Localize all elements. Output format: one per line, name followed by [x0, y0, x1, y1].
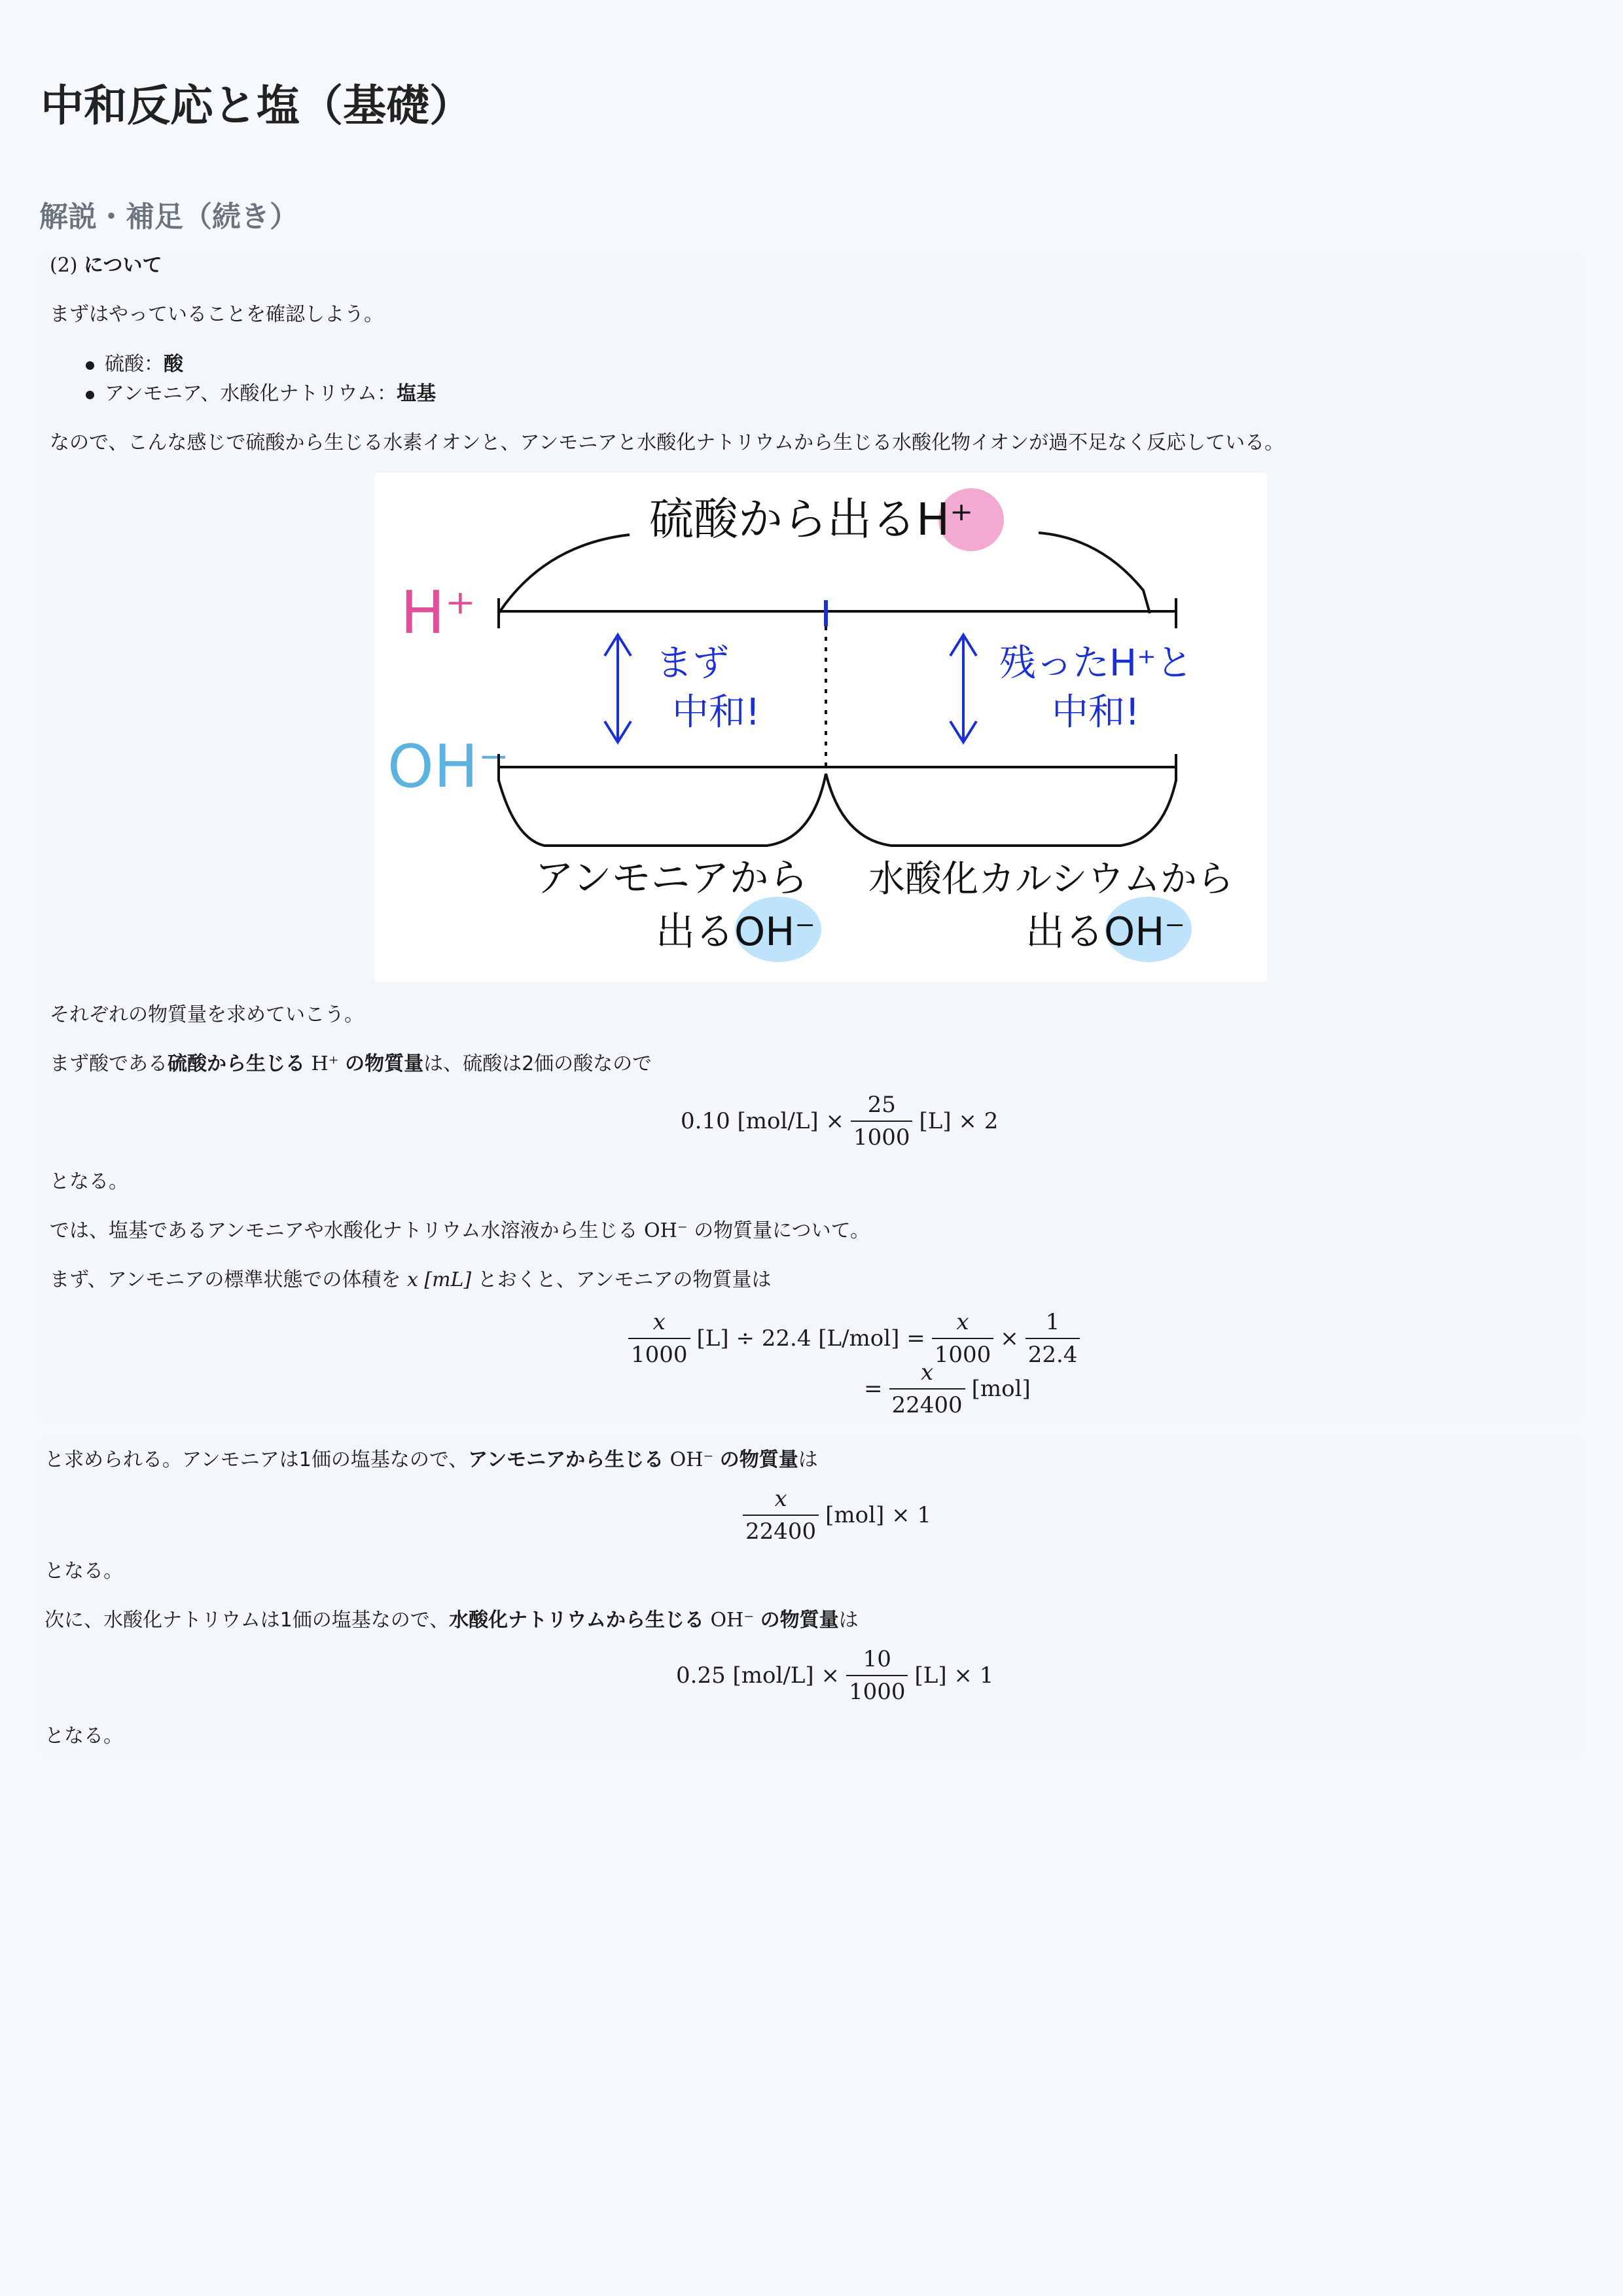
h-plus-symbol: H⁺ — [311, 1052, 339, 1075]
bottom-left-line2: 出るOH⁻ — [656, 909, 816, 955]
naru-text-2: となる。 — [45, 1560, 123, 1583]
bullet-item-bases: アンモニア、水酸化ナトリウム：塩基 — [105, 382, 437, 405]
right-note-line1: 残ったH⁺と — [999, 642, 1193, 685]
volume-variable: x [mL] — [406, 1268, 472, 1291]
bottom-right-line2: 出るOH⁻ — [1026, 909, 1186, 955]
right-note-line2: 中和! — [1052, 691, 1140, 734]
bullet-dot — [86, 361, 94, 370]
page-title: 中和反応と塩（基礎） — [41, 81, 473, 131]
section-label: について — [84, 254, 162, 277]
equation-nh3-oh: $\frac{x}{22400}$ [mol] × 1 — [736, 1486, 931, 1545]
naru-text-3: となる。 — [45, 1725, 123, 1748]
each-text: それぞれの物質量を求めていこう。 — [50, 1003, 364, 1026]
neutralization-diagram — [374, 473, 1267, 982]
diagram-svg — [374, 473, 1267, 982]
base-intro-text: では、塩基であるアンモニアや水酸化ナトリウム水溶液から生じる OH⁻ の物質量について。 — [50, 1219, 870, 1242]
equation-naoh-oh: 0.25 [mol/L] × $\frac{10}{1000}$ [L] × 1 — [676, 1646, 994, 1705]
bullet-dot — [86, 391, 94, 399]
arrow-left — [605, 635, 631, 742]
bottom-right-line1: 水酸化カルシウムから — [868, 858, 1234, 901]
equation-nh3-line1: $\frac{x}{1000}$ [L] ÷ 22.4 [L/mol] = $\frac{x}{1000}$ × $\frac{1}{22.4}$ — [622, 1309, 1086, 1368]
intro-text: まずはやっていることを確認しよう。 — [50, 303, 383, 326]
bullet-item-sulfuric: 硫酸：酸 — [105, 353, 183, 376]
naru-text-1: となる。 — [50, 1170, 128, 1193]
nh3-result-text: と求められる。アンモニアは1価の塩基なので、アンモニアから生じる OH⁻ の物質量は — [45, 1448, 818, 1471]
left-note-line1: まず — [656, 642, 729, 685]
top-brace-left — [499, 535, 630, 613]
oh-minus-symbol: OH⁻ — [644, 1219, 688, 1242]
nh3-text: まず、アンモニアの標準状態での体積を x [mL] とおくと、アンモニアの物質量は — [50, 1268, 772, 1291]
bottom-brace-right — [826, 774, 1176, 846]
equation-nh3-line2: = $\frac{x}{22400}$ [mol] — [864, 1359, 1031, 1418]
arrow-right — [950, 635, 976, 742]
top-label: 硫酸から出るH⁺ — [649, 494, 974, 546]
explanation-card-continued — [41, 1437, 1582, 1757]
h-plus-label: H⁺ — [401, 579, 476, 647]
oh-minus-label: OH⁻ — [387, 732, 510, 801]
left-note-line2: 中和! — [672, 691, 760, 734]
bottom-brace-left — [499, 774, 826, 846]
summary-text: なので、こんな感じで硫酸から生じる水素イオンと、アンモニアと水酸化ナトリウムから生じる水酸化物イオンが過不足なく反応している。 — [50, 431, 1285, 454]
top-brace-right — [1039, 533, 1150, 613]
equation-acid: 0.10 [mol/L] × $\frac{25}{1000}$ [L] × 2 — [681, 1092, 999, 1151]
section-subtitle: 解説・補足（続き） — [39, 200, 298, 234]
naoh-text: 次に、水酸化ナトリウムは1価の塩基なので、水酸化ナトリウムから生じる OH⁻ の物質量は — [45, 1609, 859, 1632]
section-number: (2) — [50, 254, 78, 277]
section-heading — [50, 252, 162, 279]
bottom-left-line1: アンモニアから — [535, 855, 808, 901]
acid-text: まず酸である硫酸から生じる H⁺ の物質量は、硫酸は2価の酸なので — [50, 1052, 652, 1075]
